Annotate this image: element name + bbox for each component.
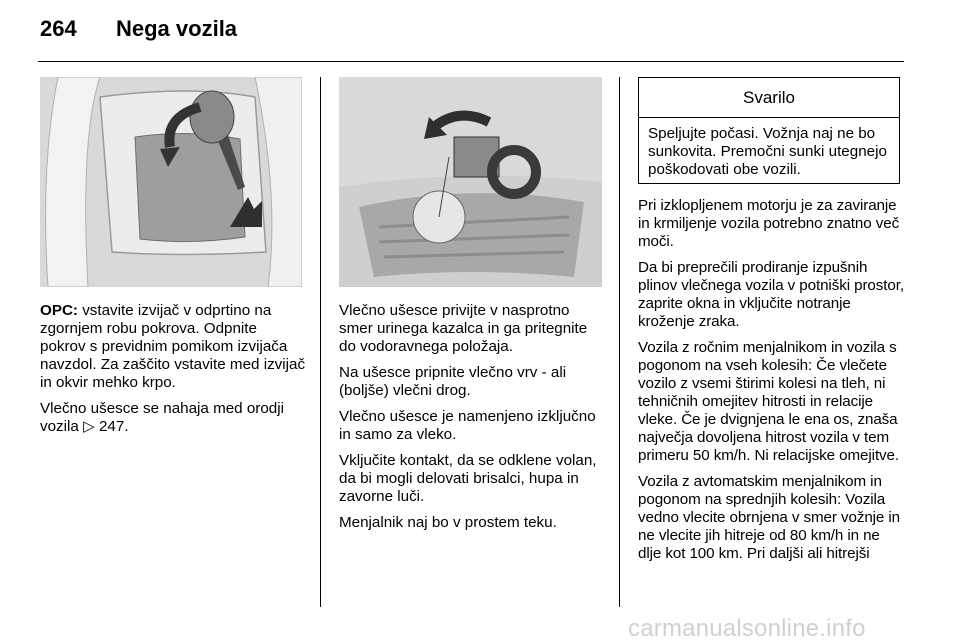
column-divider-right [619,77,620,607]
paragraph: Vlečno ušesce je namenjeno izključno in samo za vleko. [339,408,596,443]
tool-location-paragraph [40,400,306,436]
warning-box [638,77,900,184]
page-reference-arrow-icon: ▷ [83,418,95,435]
warning-text: Speljujte počasi. Vožnja naj ne bo sunkovita. Premočni sunki utegnejo poškodovati obe vozili. [648,125,887,178]
tool-location-text: Vlečno ušesce se nahaja med orodji vozila [40,400,284,435]
opc-text: vstavite izvijač v odprtino na zgornjem robu pokrova. Odpnite pokrov s previdnim pomikom izvijača navzdol. Za zaščito vstavite med izvijač in okvir mehko krpo. [40,302,306,391]
column-right [638,197,906,571]
header-rule [38,61,904,62]
paragraph: Pri izklopljenem motorju je za zaviranje in krmiljenje vozila potrebno znatno več moči. [638,197,900,250]
warning-title: Svarilo [639,78,899,118]
opc-paragraph [40,302,306,392]
towing-eye-illustration [339,77,602,287]
page-number: 264 [40,16,77,41]
paragraph: Vozila z ročnim menjalnikom in vozila s pogonom na vseh kolesih: Če vlečete vozilo z vsemi štirimi kolesi na tleh, ni tehničnih omejitev hitrosti in relacije vleke. Če je dvignjena le ena os, znaša največja dovoljena hitrost vozila v tem primeru 50 km/h. Ni relacijske omejitve. [638,339,900,464]
paragraph: Vključite kontakt, da se odklene volan, da bi mogli delovati brisalci, hupa in zavorne luči. [339,452,597,505]
column-divider-left [320,77,321,607]
watermark: carmanualsonline.info [628,615,866,642]
page-title: Nega vozila [116,16,238,41]
paragraph: Vlečno ušesce privijte v nasprotno smer urinega kazalca in ga pritegnite do vodoravnega položaja. [339,302,588,355]
paragraph: Na ušesce pripnite vlečno vrv - ali (boljše) vlečni drog. [339,364,567,399]
column-middle [339,302,607,540]
paragraph: Da bi preprečili prodiranje izpušnih plinov vlečnega vozila v potniški prostor, zaprite okna in vključite notranje kroženje zraka. [638,259,904,330]
cover-removal-illustration [40,77,302,287]
paragraph: Menjalnik naj bo v prostem teku. [339,514,557,531]
opc-label: OPC: [40,302,78,319]
column-left [40,302,306,444]
cover-removal-drawing [40,77,302,287]
page-reference[interactable]: 247. [98,418,129,435]
paragraph: Vozila z avtomatskim menjalnikom in pogonom na sprednjih kolesih: Vozila vedno vlecite obrnjena v smer vožnje in ne vlecite jih hitreje od 80 km/h in ne dlje kot 100 km. Pri daljši ali hitrejši [638,473,901,562]
towing-eye-drawing [339,77,602,287]
